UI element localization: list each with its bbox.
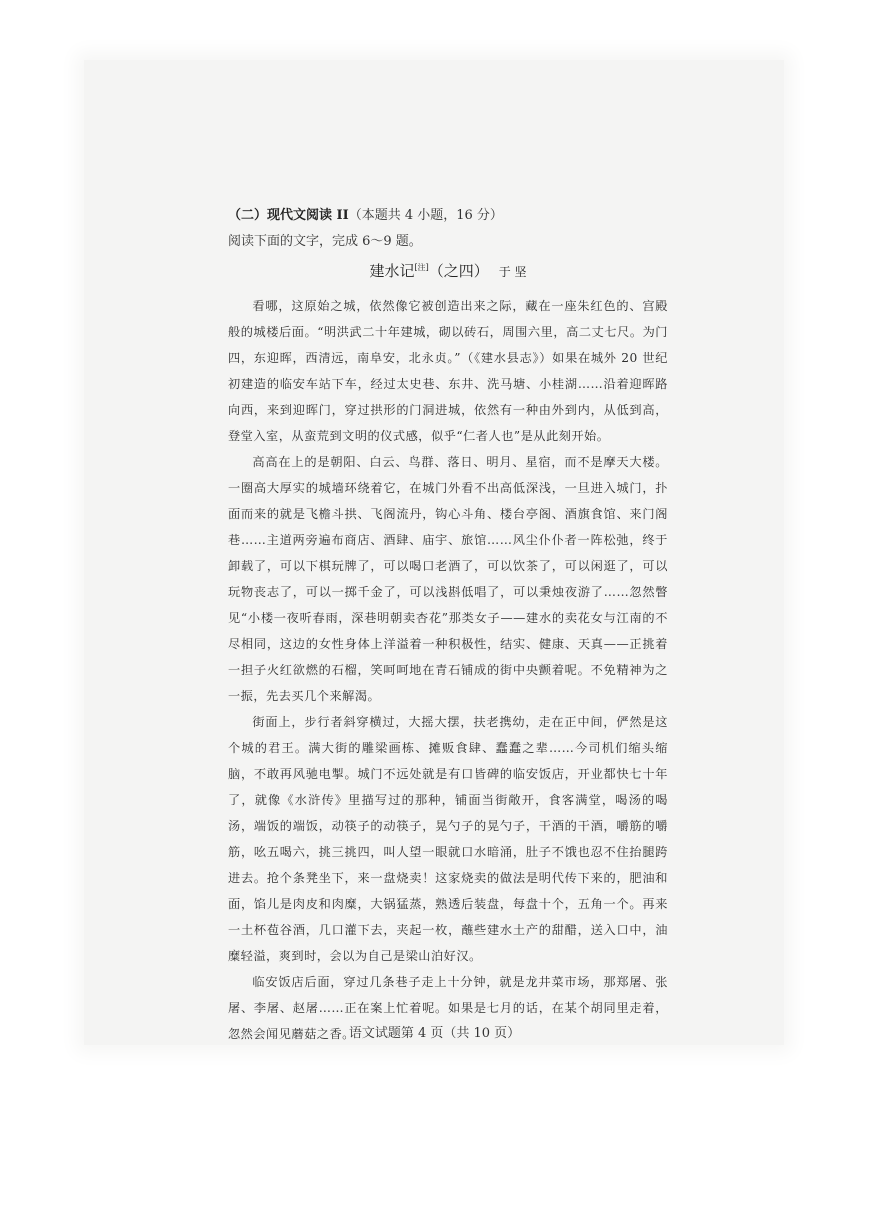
paragraph-3: 街面上，步行者斜穿横过，大摇大摆，扶老携幼，走在正中间，俨然是这个城的君王。满大街的雕梁画栋、摊贩食肆、蠢蠢之辈……今司机们缩头缩脑，不敢再风驰电掣。城门不远处就是有口皆碑的临安饭店，开业都快七十年了，就像《水浒传》里描写过的那种，铺面当街敞开，食客满堂，喝汤的喝汤，端饭的端饭，动筷子的动筷子，晃勺子的晃勺子，干酒的干酒，嚼筋的嚼筋，吆五喝六，挑三挑四，叫人望一眼就口水暗涌，肚子不饿也忍不住抬腿跨进去。抢个条凳坐下，来一盘烧卖！这家烧卖的做法是明代传下来的，肥油和面，馅儿是肉皮和肉糜，大锅猛蒸，熟透后装盘，每盘十个，五角一个。再来一土杯苞谷酒，几口灌下去，夹起一枚，蘸些建水土产的甜醋，送入口中，油糜轻溢，爽到时，会以为自己是梁山泊好汉。 <box>228 715 668 963</box>
article-subtitle: （之四） <box>428 262 489 280</box>
article-note-mark: [注] <box>414 263 429 272</box>
article-title-line <box>228 255 668 285</box>
section-title: （二）现代文阅读 II <box>228 208 349 223</box>
page-footer: 语文试题第 4 页（共 10 页） <box>348 1026 521 1041</box>
article-title: 建水记 <box>369 262 415 280</box>
paragraph-2: 高高在上的是朝阳、白云、鸟群、落日、明月、星宿，而不是摩天大楼。一圈高大厚实的城墙环绕着它，在城门外看不出高低深浅，一旦进入城门，扑面而来的就是飞檐斗拱、飞阁流丹，钩心斗角、楼台亭阁、酒旗食馆、来门阁巷……主道两旁遍布商店、酒肆、庙宇、旅馆……风尘仆仆者一阵松弛，终于卸载了，可以下棋玩牌了，可以喝口老酒了，可以饮茶了，可以闲逛了，可以玩物丧志了，可以一掷千金了，可以浅斟低唱了，可以秉烛夜游了……忽然瞥见“小楼一夜听春雨，深巷明朝卖杏花”那类女子——建水的卖花女与江南的不尽相同，这边的女性身体上洋溢着一种积极性，结实、健康、天真——正挑着一担子火红欲燃的石榴，笑呵呵地在青石铺成的街中央颤着呢。不免精神为之一振，先去买几个来解渴。 <box>228 455 668 703</box>
section-score-note: （本题共 4 小题，16 分） <box>348 208 503 223</box>
article-author: 于 坚 <box>498 265 527 279</box>
paragraph-4: 临安饭店后面，穿过几条巷子走上十分钟，就是龙井菜市场，那郑屠、张屠、李屠、赵屠……正在案上忙着呢。如果是七月的话，在某个胡同里走着，忽然会闻见蘑菇之香。 <box>228 975 668 1041</box>
section-heading <box>228 205 668 227</box>
reading-instruction: 阅读下面的文字，完成 6～9 题。 <box>228 234 422 249</box>
exam-content <box>228 205 668 1047</box>
paragraph-1: 看哪，这原始之城，依然像它被创造出来之际，藏在一座朱红色的、宫殿般的城楼后面。“明洪武二十年建城，砌以砖石，周围六里，高二丈七尺。为门四，东迎晖，西清远，南阜安，北永贞。”（《建水县志》）如果在城外 20 世纪初建造的临安车站下车，经过太史巷、东井、洗马塘、小桂湖……沿着迎晖路向西，来到迎晖门，穿过拱形的门洞进城，依然有一种由外到内，从低到高，登堂入室，从蛮荒到文明的仪式感，似乎“仁者人也”是从此刻开始。 <box>228 299 668 443</box>
